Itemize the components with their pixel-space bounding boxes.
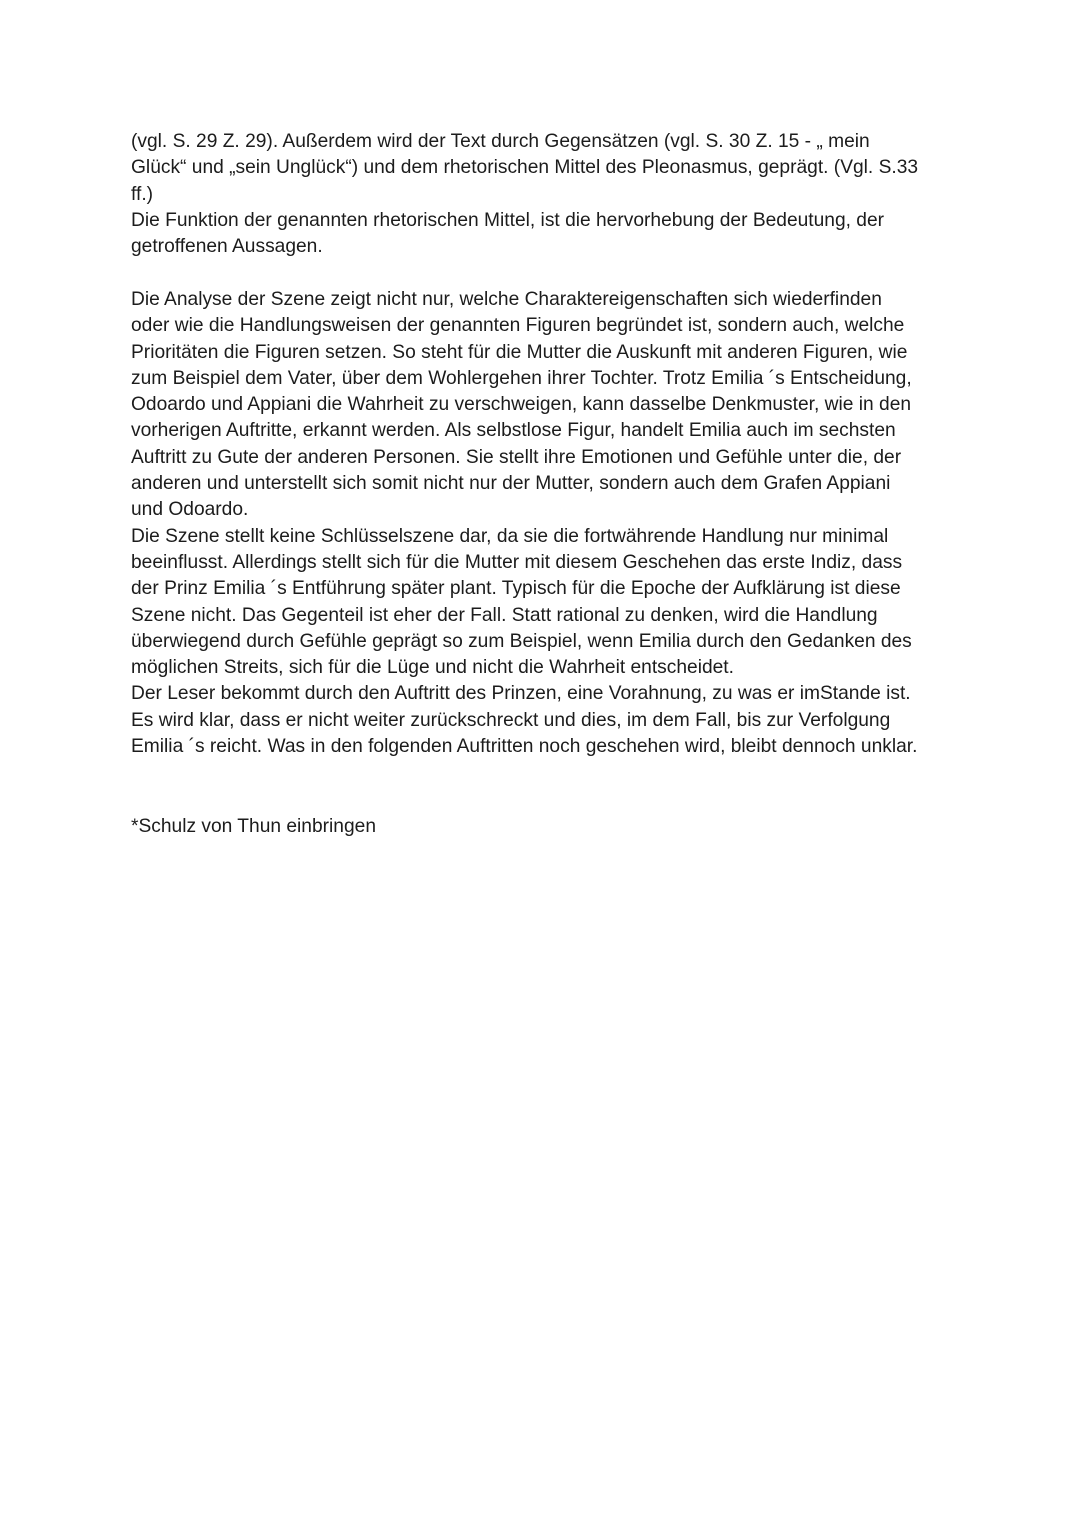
- text-line: Auftritt zu Gute der anderen Personen. Sie stellt ihre Emotionen und Gefühle unter die, der: [131, 446, 902, 468]
- text-line: Prioritäten die Figuren setzen. So steht für die Mutter die Auskunft mit anderen Figuren, wie: [131, 341, 908, 363]
- text-line: vorherigen Auftritte, erkannt werden. Als selbstlose Figur, handelt Emilia auch im sechsten: [131, 420, 896, 442]
- text-line: Der Leser bekommt durch den Auftritt des Prinzen, eine Vorahnung, zu was er imStande ist.: [131, 683, 911, 705]
- paragraph-scene-analysis: [131, 287, 961, 760]
- text-line: beeinflusst. Allerdings stellt sich für die Mutter mit diesem Geschehen das erste Indiz, dass: [131, 551, 903, 573]
- paragraph-rhetorical-devices: [131, 129, 961, 260]
- text-line: (vgl. S. 29 Z. 29). Außerdem wird der Text durch Gegensätzen (vgl. S. 30 Z. 15 - „ mein: [131, 131, 870, 152]
- text-line: oder wie die Handlungsweisen der genannten Figuren begründet ist, sondern auch, welche: [131, 315, 905, 337]
- text-line: Die Funktion der genannten rhetorischen Mittel, ist die hervorhebung der Bedeutung, der: [131, 209, 885, 231]
- text-line: überwiegend durch Gefühle geprägt so zum Beispiel, wenn Emilia durch den Gedanken des: [131, 630, 912, 652]
- text-line: ff.): [131, 183, 154, 205]
- text-line: Es wird klar, dass er nicht weiter zurückschreckt und dies, im dem Fall, bis zur Verfolgung: [131, 709, 891, 731]
- text-line: der Prinz Emilia ´s Entführung später plant. Typisch für die Epoche der Aufklärung ist diese: [131, 578, 901, 600]
- note-line: *Schulz von Thun einbringen: [131, 816, 376, 837]
- text-line: und Odoardo.: [131, 499, 249, 521]
- text-line: Glück“ und „sein Unglück“) und dem rhetorischen Mittel des Pleonasmus, geprägt. (Vgl. S.33: [131, 157, 919, 179]
- note-schulz-von-thun: [131, 814, 961, 840]
- text-line: Odoardo und Appiani die Wahrheit zu verschweigen, kann dasselbe Denkmuster, wie in den: [131, 394, 912, 416]
- text-line: zum Beispiel dem Vater, über dem Wohlergehen ihrer Tochter. Trotz Emilia ´s Entscheidung,: [131, 367, 912, 389]
- text-line: anderen und unterstellt sich somit nicht nur der Mutter, sondern auch dem Grafen Appiani: [131, 473, 891, 495]
- text-line: möglichen Streits, sich für die Lüge und nicht die Wahrheit entscheidet.: [131, 657, 734, 679]
- text-line: Die Szene stellt keine Schlüsselszene dar, da sie die fortwährende Handlung nur minimal: [131, 525, 889, 547]
- text-line: Szene nicht. Das Gegenteil ist eher der Fall. Statt rational zu denken, wird die Handlung: [131, 604, 878, 626]
- text-line: getroffenen Aussagen.: [131, 236, 323, 258]
- text-line: Die Analyse der Szene zeigt nicht nur, welche Charaktereigenschaften sich wiederfinden: [131, 289, 882, 310]
- text-line: Emilia ´s reicht. Was in den folgenden Auftritten noch geschehen wird, bleibt dennoch unklar.: [131, 736, 918, 758]
